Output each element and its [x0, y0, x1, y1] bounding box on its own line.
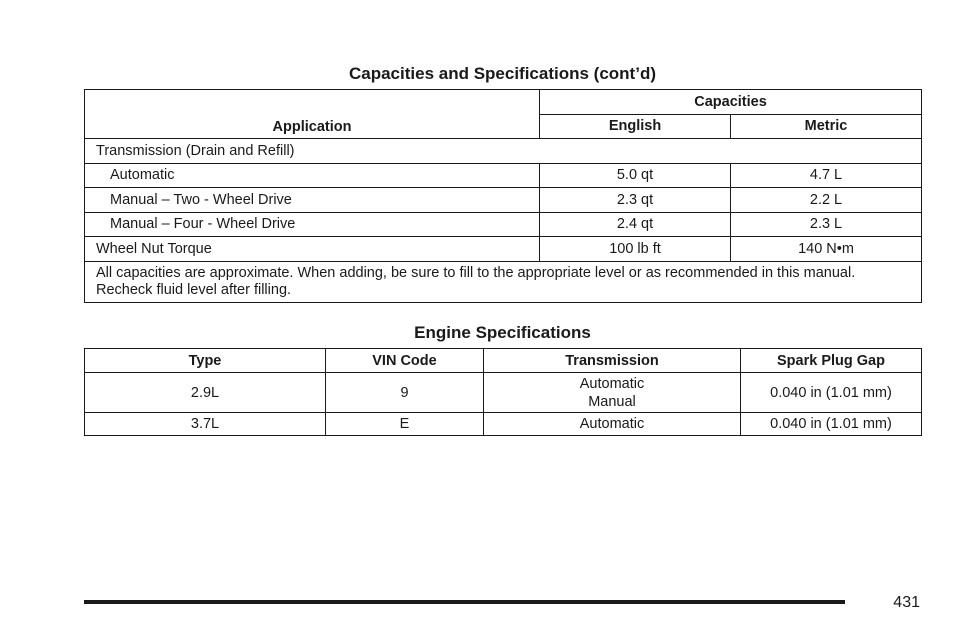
application-cell: Manual – Two - Wheel Drive [85, 188, 540, 213]
english-cell: 2.4 qt [540, 212, 731, 237]
transmission-cell [484, 413, 741, 436]
metric-cell: 2.3 L [731, 212, 922, 237]
vin-cell: 9 [326, 373, 484, 413]
footer-rule [84, 600, 845, 604]
table-row [85, 139, 922, 164]
application-cell: Wheel Nut Torque [85, 237, 540, 262]
transmission-value: Manual [588, 393, 636, 410]
english-cell: 2.3 qt [540, 188, 731, 213]
transmission-value: Automatic [579, 375, 645, 392]
header-english: English [540, 114, 731, 139]
english-cell: 100 lb ft [540, 237, 731, 262]
table-row [85, 261, 922, 302]
table-row [85, 188, 922, 213]
header-metric: Metric [731, 114, 922, 139]
section-label: Transmission (Drain and Refill) [85, 139, 922, 164]
header-transmission: Transmission [484, 349, 741, 373]
type-cell: 2.9L [85, 373, 326, 413]
header-vin-code: VIN Code [326, 349, 484, 373]
table-row [85, 373, 922, 413]
capacities-table [84, 89, 922, 303]
english-cell: 5.0 qt [540, 163, 731, 188]
application-cell: Automatic [85, 163, 540, 188]
table-row [85, 413, 922, 436]
transmission-value: Automatic [579, 416, 645, 432]
engine-title: Engine Specifications [414, 323, 591, 342]
capacities-title: Capacities and Specifications (cont’d) [348, 64, 656, 83]
application-cell: Manual – Four - Wheel Drive [85, 212, 540, 237]
type-cell: 3.7L [85, 413, 326, 436]
header-type: Type [85, 349, 326, 373]
engine-table [84, 348, 922, 436]
header-application: Application [85, 90, 540, 139]
gap-cell: 0.040 in (1.01 mm) [741, 373, 922, 413]
table-row [85, 212, 922, 237]
vin-cell: E [326, 413, 484, 436]
capacities-note: All capacities are approximate. When adding, be sure to fill to the appropriate level or as recommended in this manual. Recheck fluid level after filling. [85, 261, 922, 302]
header-spark-plug-gap: Spark Plug Gap [741, 349, 922, 373]
header-capacities: Capacities [540, 90, 922, 115]
transmission-cell [484, 373, 741, 413]
gap-cell: 0.040 in (1.01 mm) [741, 413, 922, 436]
metric-cell: 2.2 L [731, 188, 922, 213]
metric-cell: 140 N•m [731, 237, 922, 262]
table-row [85, 163, 922, 188]
table-row [85, 237, 922, 262]
page-number: 431 [893, 594, 920, 611]
metric-cell: 4.7 L [731, 163, 922, 188]
